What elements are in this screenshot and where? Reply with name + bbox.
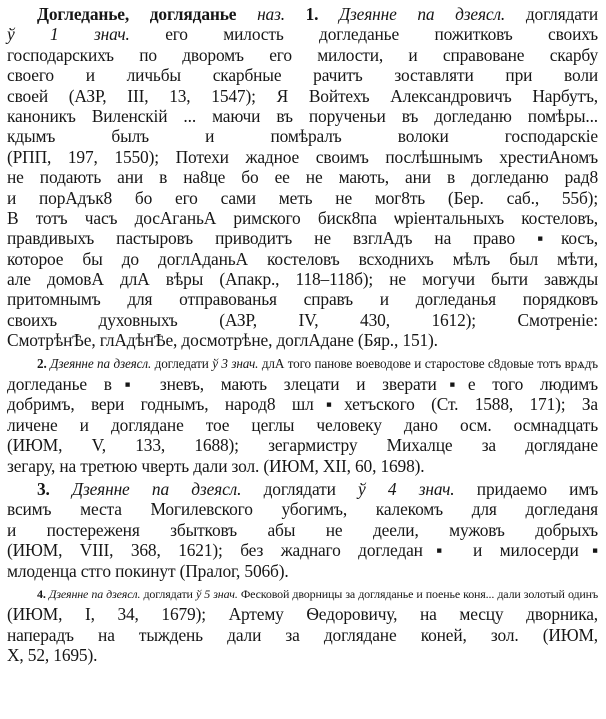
sense-definition: Дзеянне па дзеясл. — [50, 355, 152, 371]
entry-line: X, 52, 1695). — [7, 645, 98, 666]
entry-line: не подають ани в на8це бо ее не мають, ани в догледаню рад8 — [7, 167, 598, 188]
entry-line — [7, 479, 598, 499]
entry-line: добримъ, вери годнымъ, народ8 шл▪хетъского (Ст. 1588, 171); За — [7, 394, 598, 415]
sense-number: 3. — [37, 478, 50, 499]
sense-4 — [7, 584, 598, 666]
entry-line: которое бы до доглАданьА костеловъ всходнихъ мѣлъ был мѣти, — [7, 248, 598, 269]
entry-line: (ИЮМ, VIII, 368, 1621); без жаднаго догледан▪ и милосерди▪ — [7, 540, 598, 561]
entry-line: своей (АЗР, III, 13, 1547); Я Войтехъ Александровичъ Нарбутъ, — [7, 85, 598, 106]
entry-line: СмотрѣнѢе, глАдѣнѢе, досмотрѣне, доглАдане (Бяр., 151). — [7, 330, 438, 351]
citation-text: придаемо имъ — [476, 478, 599, 499]
headword: Догледанье, догляданье — [37, 4, 237, 24]
entry-line: В тотъ часъ досАганьА римского биск8па ѡріентальныхъ костеловъ, — [7, 207, 598, 228]
sense-reference: ў 5 знач. — [195, 586, 238, 601]
entry-line: догледанье в▪ зневъ, мають злецати и зверати▪е того людимъ — [7, 374, 598, 395]
sense-reference: ў 1 знач. — [7, 24, 130, 45]
sense-reference: ў 3 знач. — [212, 355, 259, 371]
sense-1 — [7, 4, 598, 351]
part-of-speech: наз. — [257, 4, 285, 24]
sense-3 — [7, 479, 598, 581]
sense-definition: Дзеянне па дзеясл. — [339, 4, 506, 24]
entry-line — [7, 4, 598, 24]
entry-line: наперадъ на тыждень дали за доглядане коней, зол. (ИЮМ, — [7, 624, 598, 645]
lemma-reference: догледати — [154, 355, 209, 371]
citation-text: Фесковой дворницы за догляданье и поенье коня... дали золотый одинъ — [240, 586, 599, 601]
entry-line: млоденца стго покинут (Пралог, 506б). — [7, 560, 289, 581]
entry-line: всимъ места Могилевского убогимъ, калекомъ для догледаня — [7, 499, 598, 520]
entry-line: личене и доглядане тое цеглы человеку дано осм. осмнадцать — [7, 414, 598, 435]
entry-line: своего и личьбы скарбные рачитъ зоставляти при воли — [7, 65, 598, 86]
entry-line: (РПП, 197, 1550); Потехи жадное своимъ послѣшнымъ хрестиАномъ — [7, 146, 598, 167]
entry-line — [7, 584, 598, 604]
lemma-reference: доглядати — [143, 586, 193, 601]
entry-line: своихъ духовныхъ (АЗР, IV, 430, 1612); Смотреніе: — [7, 309, 598, 330]
entry-line: каноникъ Виленскій ... маючи въ порученьи въ догледаню помѣры... — [7, 105, 598, 126]
citation-text: его милость догледанье пожитковъ своихъ — [165, 24, 598, 45]
lemma-reference: доглядати — [263, 478, 336, 499]
lemma-reference: доглядати — [525, 4, 598, 24]
entry-line: господарскихъ по дворомъ его милости, и справоване скарбу — [7, 44, 598, 65]
entry-line — [7, 24, 598, 44]
citation-text: длА того панове воеводове и старостове с8довые тотъ врѧдъ — [261, 355, 598, 371]
entry-line — [7, 354, 598, 374]
sense-definition: Дзеянне па дзеясл. — [48, 586, 141, 601]
sense-number: 2. — [37, 355, 47, 371]
entry-line: и постереженя збытковъ абы не деели, мужовъ добрыхъ — [7, 519, 598, 540]
entry-line: правдивыхъ пастыровъ приводитъ не взглАдъ на право ▪косъ, — [7, 228, 598, 249]
entry-line: и порАдък8 бо его сами меть не мог8ть (Бер. саб., 55б); — [7, 187, 598, 208]
sense-2 — [7, 354, 598, 476]
entry-line: кдымъ былъ и помѣралъ волоки господарскіе — [7, 126, 598, 147]
sense-number: 1. — [305, 4, 319, 24]
sense-number: 4. — [37, 586, 46, 601]
entry-line: але домовА длА вѣры (Апакр., 118–118б); не могучи быти завжды — [7, 269, 598, 290]
sense-reference: ў 4 знач. — [358, 478, 455, 499]
entry-line: притомнымъ для отправованья справъ и догледанья порядковъ — [7, 289, 598, 310]
entry-line: (ИЮМ, I, 34, 1679); Артему Ѳедоровичу, на месцу дворника, — [7, 604, 598, 625]
entry-line: зегару, на третюю чверть дали зол. (ИЮМ, XII, 60, 1698). — [7, 455, 425, 476]
entry-line: (ИЮМ, V, 133, 1688); зегармистру Михалце за доглядане — [7, 435, 598, 456]
sense-definition: Дзеянне па дзеясл. — [72, 478, 242, 499]
